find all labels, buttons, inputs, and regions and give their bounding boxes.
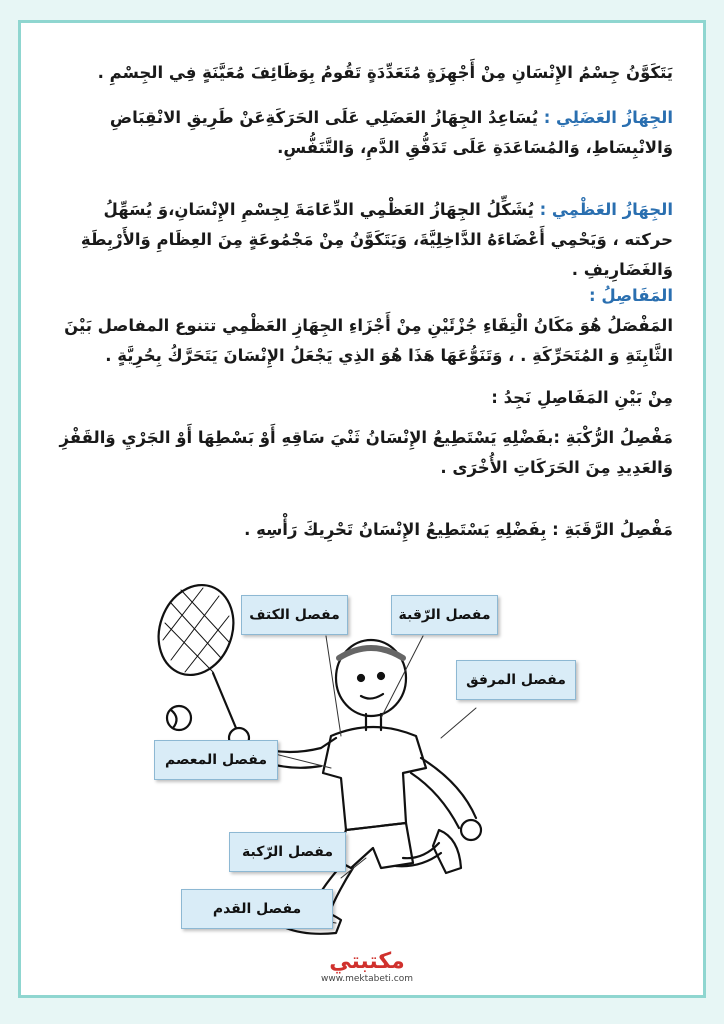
- intro-paragraph: [51, 58, 673, 88]
- joints-definition: [51, 311, 673, 371]
- shorts-icon: [336, 823, 413, 868]
- page-frame: [18, 20, 706, 998]
- skeletal-text: يُشَكِّلُ الجِهَازُ العَظْمِي الدِّعَامَةَ لِجِسْمِ الإِنْسَانِ،وَ يُسَهِّلُ حركته ، وَيَحْمِي أَعْضَاءَهُ الدَّاخِلِيَّةَ، وَيَتَكَوَّنُ مِنْ مَجْمُوعَةٍ مِنَ العِظَامِ وَالأَرْبِطَةِ وَالغَضَارِيفِ .: [80, 200, 673, 279]
- label-ankle-joint: مفصل القدم: [181, 889, 333, 929]
- label-neck-joint: مفصل الرّقبة: [391, 595, 498, 635]
- label-shoulder-joint: مفصل الكتف: [241, 595, 348, 635]
- muscular-section: [51, 103, 673, 163]
- neck-paragraph: [51, 515, 673, 545]
- right-shoe-icon: [433, 830, 461, 873]
- label-elbow-joint: مفصل المرفق: [456, 660, 576, 700]
- skeletal-title: الجِهَازُ العَظْمِي :: [539, 200, 673, 219]
- site-logo: [312, 950, 422, 1000]
- logo-url: www.mektabeti.com: [320, 974, 414, 984]
- label-knee-joint: مفصل الرّكبة: [229, 832, 346, 872]
- knee-text: مَفْصِلُ الرُّكْبَةِ :بفَضْلِهِ يَسْتَطِيعُ الإِنْسَانُ ثَنْيَ سَاقِهِ أَوْ بَسْطِهَا أَوْ الجَرْيِ وَالقَفْزِ وَالعَدِيدِ مِنَ الحَرَكَاتِ الأُخْرَى .: [59, 428, 673, 477]
- joints-title-line: [51, 281, 673, 311]
- intro-text: يَتَكَوَّنُ جِسْمُ الإِنْسَانِ مِنْ أَجْهِزَةٍ مُتَعَدِّدَةٍ تَقُومُ بِوَظَائِفَ مُعَيَّنَةٍ فِي الجِسْمِ .: [97, 63, 673, 82]
- label-wrist-joint: مفصل المعصم: [154, 740, 278, 780]
- muscular-title: الجِهَازُ العَضَلِي :: [543, 108, 673, 127]
- skeletal-section: [51, 195, 673, 285]
- logo-name: مكتبتي: [329, 949, 405, 974]
- muscular-text: يُسَاعِدُ الجِهَازُ العَضَلِي عَلَى الحَرَكَةِعَنْ طَرِيقِ الانْقِبَاضِ وَالانْبِسَاطِ، وَالمُسَاعَدَةِ عَلَى تَدَفُّقِ الدَّمِ، وَالتَّنَفُّسِ.: [109, 108, 673, 157]
- knee-paragraph: [51, 423, 673, 483]
- shirt-icon: [323, 727, 426, 830]
- among-text: مِنْ بَيْنِ المَفَاصِلِ نَجِدُ :: [491, 388, 673, 407]
- joints-text: المَفْصَلُ هُوَ مَكَانُ الْتِقَاءِ جُزْئَيْنِ مِنْ أَجْزَاءِ الجِهَازِ العَظْمِي تتنوع المفاصل بَيْنَ الثَّابِتَةِ وَ المُتَحَرِّكَةِ . ، وَتَنَوُّعَهَا هَذَا هُوَ الذِي يَجْعَلُ الإِنْسَانَ يَتَحَرَّكُ بِحُرِيَّةٍ .: [64, 316, 673, 365]
- joints-title: المَفَاصِلُ :: [589, 286, 673, 305]
- neck-text: مَفْصِلُ الرَّقَبَةِ : بِفَضْلِهِ يَسْتَطِيعُ الإِنْسَانُ تَحْرِيكَ رَأْسِهِ .: [244, 520, 673, 539]
- joints-among: [51, 383, 673, 413]
